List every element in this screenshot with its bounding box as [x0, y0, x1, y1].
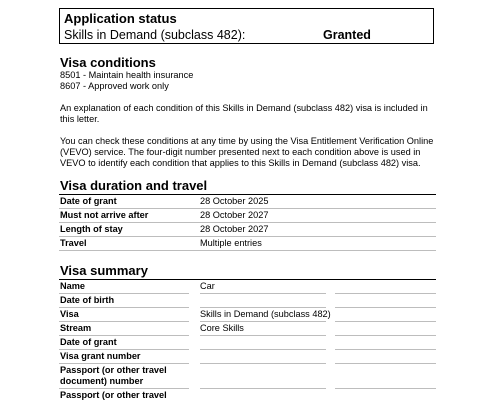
summary-extra-cell — [335, 336, 436, 350]
summary-row — [59, 336, 436, 350]
summary-row-label: Visa — [60, 309, 79, 319]
visa-summary-title: Visa summary — [60, 263, 148, 278]
application-status-box — [59, 8, 434, 44]
duration-row-label: Date of grant — [60, 196, 117, 206]
summary-row — [59, 389, 436, 400]
duration-row-value: Multiple entries — [200, 238, 262, 248]
summary-value-cell — [200, 336, 326, 350]
summary-row — [59, 350, 436, 364]
vevo-explanation: You can check these conditions at any time by using the Visa Entitlement Verification Online (VEVO) service. The four-digit number presented next to each condition above is used in VEVO to identify each condition that applies to this Skills in Demand (subclass 482) visa. — [60, 136, 434, 169]
summary-row-label: Passport (or other travel document) number — [60, 365, 167, 386]
duration-row-value: 28 October 2025 — [200, 196, 269, 206]
duration-row — [59, 223, 436, 237]
application-status-label: Skills in Demand (subclass 482): — [64, 28, 246, 42]
summary-row-label: Stream — [60, 323, 92, 333]
summary-value-cell — [200, 350, 326, 364]
summary-row-value: Car — [200, 281, 215, 291]
summary-extra-cell — [335, 350, 436, 364]
summary-row-value: Core Skills — [200, 323, 244, 333]
condition-item: 8501 - Maintain health insurance — [60, 70, 194, 80]
summary-extra-cell — [335, 280, 436, 294]
duration-row — [59, 195, 436, 209]
summary-row-label: Name — [60, 281, 86, 291]
summary-row-label: Visa grant number — [60, 351, 141, 361]
condition-item: 8607 - Approved work only — [60, 81, 169, 91]
duration-row — [59, 237, 436, 251]
summary-value-cell — [200, 294, 326, 308]
summary-row-label: Date of grant — [60, 337, 117, 347]
summary-extra-cell — [335, 322, 436, 336]
conditions-explanation: An explanation of each condition of this Skills in Demand (subclass 482) visa is included in this letter. — [60, 103, 428, 125]
summary-row — [59, 364, 436, 389]
summary-value-cell — [200, 280, 326, 294]
summary-row — [59, 280, 436, 294]
application-status-value: Granted — [323, 28, 371, 42]
duration-row-label: Must not arrive after — [60, 210, 149, 220]
summary-extra-cell — [335, 294, 436, 308]
summary-row-label: Date of birth — [60, 295, 115, 305]
summary-extra-cell — [335, 364, 436, 389]
duration-row — [59, 209, 436, 223]
duration-row-value: 28 October 2027 — [200, 224, 269, 234]
summary-row — [59, 308, 436, 322]
visa-duration-title: Visa duration and travel — [60, 178, 208, 193]
summary-row-value: Skills in Demand (subclass 482) — [200, 309, 331, 319]
duration-row-label: Travel — [60, 238, 87, 248]
duration-row-value: 28 October 2027 — [200, 210, 269, 220]
summary-extra-cell — [335, 308, 436, 322]
application-status-title: Application status — [64, 11, 177, 26]
summary-row-label: Passport (or other travel — [60, 390, 167, 400]
summary-row — [59, 294, 436, 308]
summary-row — [59, 322, 436, 336]
duration-row-label: Length of stay — [60, 224, 123, 234]
summary-value-cell — [200, 364, 326, 389]
visa-conditions-title: Visa conditions — [60, 55, 156, 70]
